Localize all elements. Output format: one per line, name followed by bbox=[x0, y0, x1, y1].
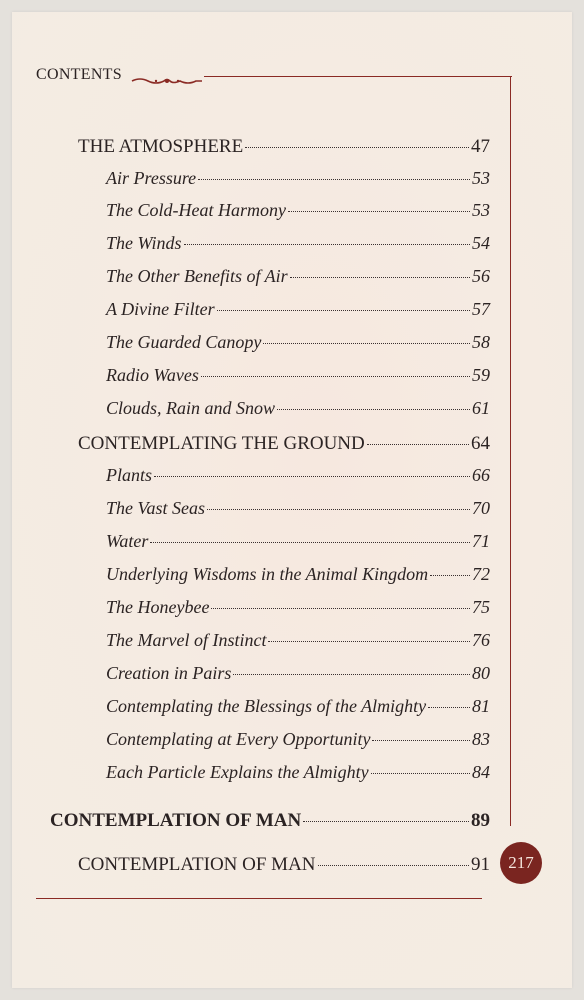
toc-entry[interactable] bbox=[106, 332, 490, 358]
leader-dots bbox=[430, 575, 470, 576]
toc-entry-page: 54 bbox=[472, 233, 490, 253]
leader-dots bbox=[207, 509, 470, 510]
toc-entry[interactable] bbox=[106, 597, 490, 623]
toc-entry[interactable] bbox=[106, 398, 490, 424]
toc-entry-title: Creation in Pairs bbox=[106, 663, 232, 683]
leader-dots bbox=[233, 674, 470, 675]
toc-entry-title: The Winds bbox=[106, 233, 182, 253]
toc-entry-page: 70 bbox=[472, 498, 490, 518]
toc-entry[interactable] bbox=[106, 200, 490, 226]
toc-entry[interactable] bbox=[106, 266, 490, 292]
leader-dots bbox=[288, 211, 470, 212]
toc-entry-page: 47 bbox=[471, 136, 490, 157]
toc-entry-page: 56 bbox=[472, 266, 490, 286]
leader-dots bbox=[428, 707, 470, 708]
toc-entry-title: CONTEMPLATING THE GROUND bbox=[78, 433, 365, 454]
toc-entry-title: THE ATMOSPHERE bbox=[78, 136, 244, 157]
page-number-badge: 217 bbox=[500, 842, 542, 884]
leader-dots bbox=[184, 244, 470, 245]
toc-entry[interactable] bbox=[106, 564, 490, 590]
toc-entry-page: 66 bbox=[472, 465, 490, 485]
toc-entry[interactable] bbox=[106, 531, 490, 557]
toc-entry-title: CONTEMPLATION OF MAN bbox=[78, 854, 316, 875]
toc-entry-title: A Divine Filter bbox=[106, 299, 215, 319]
toc-entry-page: 53 bbox=[472, 168, 490, 188]
toc-entry[interactable] bbox=[106, 465, 490, 491]
toc-entry-page: 61 bbox=[472, 398, 490, 418]
toc-entry[interactable] bbox=[106, 696, 490, 722]
toc-entry-page: 76 bbox=[472, 630, 490, 650]
leader-dots bbox=[268, 641, 470, 642]
leader-dots bbox=[217, 310, 470, 311]
toc-entry-title: Contemplating the Blessings of the Almighty bbox=[106, 696, 427, 716]
leader-dots bbox=[263, 343, 470, 344]
toc-entry-page: 71 bbox=[472, 531, 490, 551]
toc-entry[interactable] bbox=[106, 729, 490, 755]
toc-entry-page: 80 bbox=[472, 663, 490, 683]
toc-entry[interactable] bbox=[106, 498, 490, 524]
toc-entry-title: The Cold-Heat Harmony bbox=[106, 200, 286, 220]
toc-entry-page: 58 bbox=[472, 332, 490, 352]
leader-dots bbox=[303, 821, 469, 822]
toc-entry-page: 89 bbox=[471, 810, 490, 831]
toc-entry-page: 57 bbox=[472, 299, 490, 319]
toc-entry[interactable] bbox=[106, 663, 490, 689]
toc-entry[interactable] bbox=[106, 168, 490, 194]
toc-entry-title: Underlying Wisdoms in the Animal Kingdom bbox=[106, 564, 429, 584]
toc-entry-page: 59 bbox=[472, 365, 490, 385]
leader-dots bbox=[367, 444, 469, 445]
toc-entry[interactable] bbox=[50, 810, 490, 836]
toc-entry-title: Radio Waves bbox=[106, 365, 199, 385]
toc-entry[interactable] bbox=[106, 630, 490, 656]
toc-entry-title: The Honeybee bbox=[106, 597, 210, 617]
toc-entry[interactable] bbox=[106, 365, 490, 391]
leader-dots bbox=[318, 865, 469, 866]
toc-entry[interactable] bbox=[106, 233, 490, 259]
toc-entry-page: 75 bbox=[472, 597, 490, 617]
toc-entry-title: Each Particle Explains the Almighty bbox=[106, 762, 369, 782]
leader-dots bbox=[150, 542, 470, 543]
toc-entry-title: Water bbox=[106, 531, 149, 551]
toc-entry-title: The Guarded Canopy bbox=[106, 332, 262, 352]
toc-entry-title: Contemplating at Every Opportunity bbox=[106, 729, 371, 749]
leader-dots bbox=[290, 277, 470, 278]
leader-dots bbox=[371, 773, 470, 774]
toc-entry[interactable] bbox=[78, 433, 490, 459]
leader-dots bbox=[198, 179, 470, 180]
toc-entry[interactable] bbox=[106, 762, 490, 788]
toc-entry-page: 83 bbox=[472, 729, 490, 749]
toc-entry-title: Plants bbox=[106, 465, 153, 485]
toc-entry-title: Clouds, Rain and Snow bbox=[106, 398, 276, 418]
toc-entry-title: The Marvel of Instinct bbox=[106, 630, 267, 650]
toc-entry-title: Air Pressure bbox=[106, 168, 197, 188]
leader-dots bbox=[201, 376, 470, 377]
toc-entry-title: CONTEMPLATION OF MAN bbox=[50, 810, 302, 831]
leader-dots bbox=[211, 608, 470, 609]
toc-entry-page: 64 bbox=[471, 433, 490, 454]
toc-entry-page: 72 bbox=[472, 564, 490, 584]
toc-entry-page: 81 bbox=[472, 696, 490, 716]
toc-entry-page: 91 bbox=[471, 854, 490, 875]
contents-header: CONTENTS bbox=[36, 66, 122, 83]
leader-dots bbox=[245, 147, 469, 148]
toc-entry[interactable] bbox=[106, 299, 490, 325]
leader-dots bbox=[372, 740, 470, 741]
toc-entry-title: The Vast Seas bbox=[106, 498, 205, 518]
toc-entry-title: The Other Benefits of Air bbox=[106, 266, 288, 286]
leader-dots bbox=[277, 409, 470, 410]
leader-dots bbox=[154, 476, 470, 477]
toc-entry[interactable] bbox=[78, 136, 490, 162]
toc-entry[interactable] bbox=[78, 854, 490, 880]
toc-entry-page: 84 bbox=[472, 762, 490, 782]
toc-entry-page: 53 bbox=[472, 200, 490, 220]
